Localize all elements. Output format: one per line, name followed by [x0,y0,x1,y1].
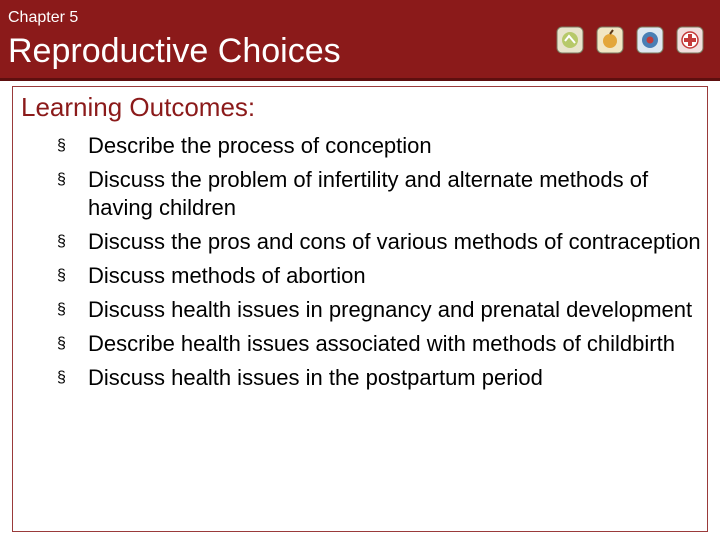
bullet-icon: § [57,267,66,284]
activity-logo-icon [636,26,664,54]
content-panel [12,86,708,532]
list-item [13,166,703,222]
list-item-text: Discuss the pros and cons of various methods of contraception [88,229,701,254]
bullet-icon: § [57,233,66,250]
nutrition-logo-icon [596,26,624,54]
list-item [13,364,703,392]
list-item-text: Describe health issues associated with methods of childbirth [88,331,675,356]
list-item-text: Discuss methods of abortion [88,263,366,288]
medical-cross-icon [676,26,704,54]
bullet-icon: § [57,301,66,318]
outcomes-list [13,132,703,398]
list-item-text: Discuss health issues in the postpartum period [88,365,543,390]
slide-header [0,0,720,81]
list-item [13,296,703,324]
bullet-icon: § [57,335,66,352]
list-item [13,132,703,160]
header-icon-group [556,26,706,56]
list-item [13,228,703,256]
chapter-label: Chapter 5 [8,9,79,26]
list-item-text: Describe the process of conception [88,133,432,158]
list-item-text: Discuss the problem of infertility and alternate methods of having children [88,167,649,220]
bullet-icon: § [57,137,66,154]
bullet-icon: § [57,369,66,386]
list-item-text: Discuss health issues in pregnancy and prenatal development [88,297,693,322]
bullet-icon: § [57,171,66,188]
list-item [13,262,703,290]
health-logo-icon [556,26,584,54]
learning-outcomes-heading: Learning Outcomes: [21,92,256,122]
slide-title: Reproductive Choices [8,32,341,70]
list-item [13,330,703,358]
